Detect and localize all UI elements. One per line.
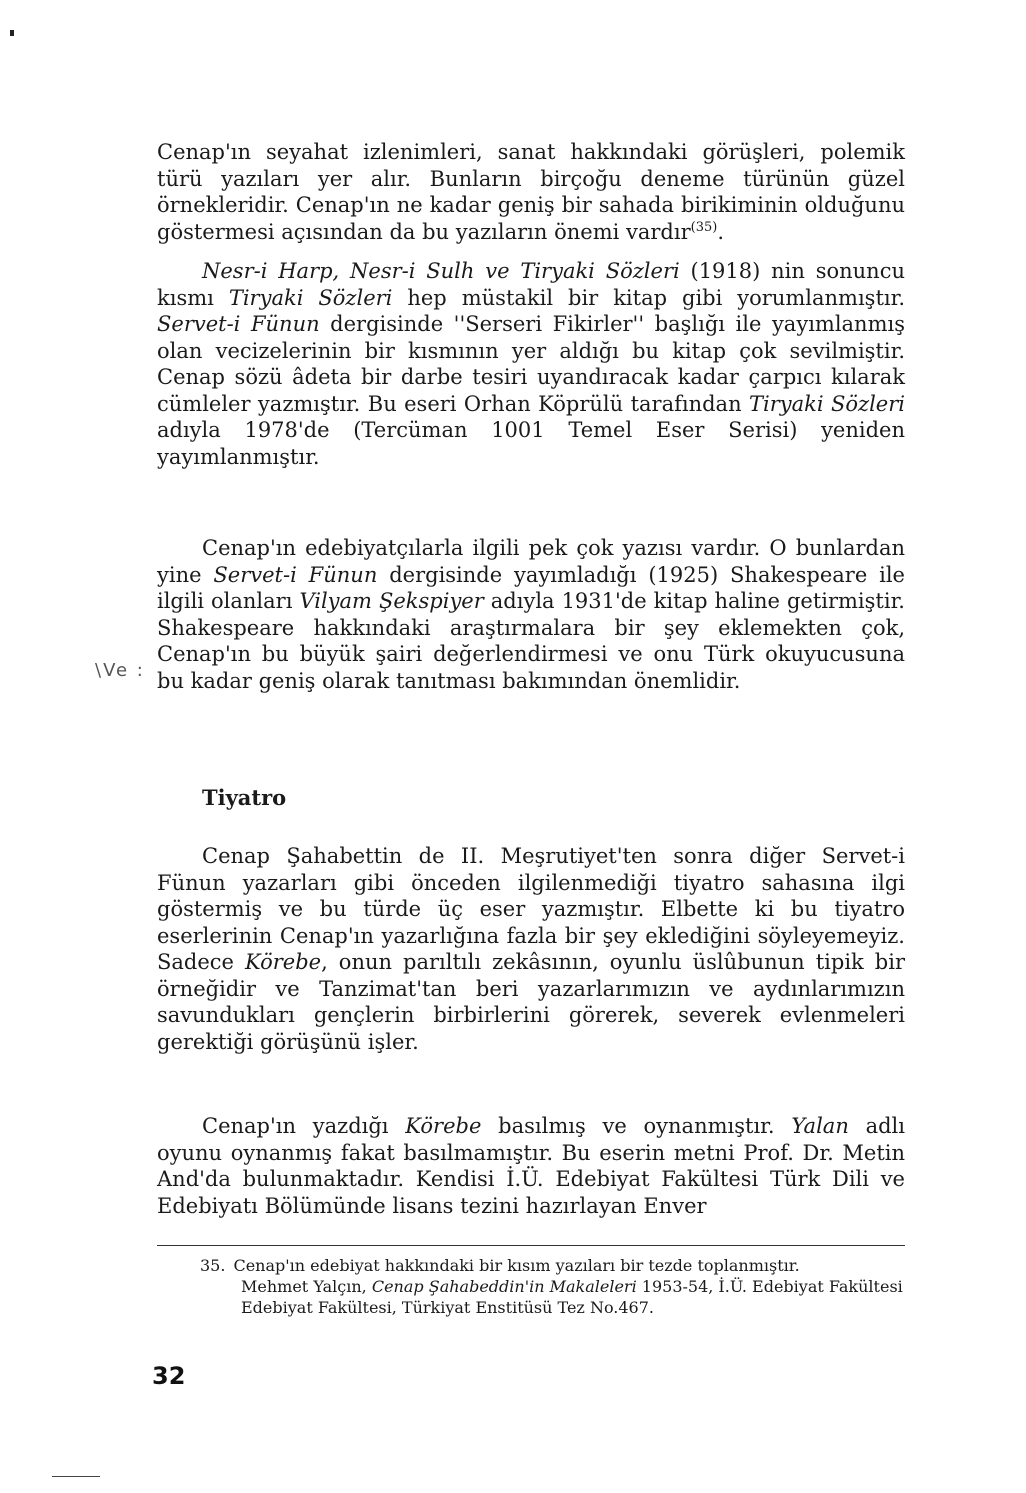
paragraph-text — [157, 139, 905, 245]
text-segment: (1918) nin sonuncu kısmı — [157, 259, 905, 310]
section-heading: Tiyatro — [202, 785, 287, 810]
paragraph-tiryaki-sozleri — [157, 258, 905, 470]
text-segment: Cenap'ın yazdığı — [202, 1114, 406, 1138]
footnote-35 — [200, 1255, 912, 1318]
text-segment: adlı oyunu oynanmış fakat basılmamıştır. Bu eserin metni Prof. Dr. Metin And'da bulunmaktadır. Kendisi İ.Ü. Edebiyat Fakültesi Türk Dili ve Edebiyatı Bölümünde lisans tezini hazırlayan Enver — [157, 1114, 905, 1218]
journal-title: Servet-i Fünun — [213, 562, 378, 587]
paragraph-text-1: Cenap'ın seyahat izlenimleri, sanat hakkındaki görüşleri, polemik türü yazıları yer alır. Bunların birçoğu deneme türünün güzel örnekleridir. Cenap'ın ne kadar geniş bir sahada birikiminin olduğunu göstermesi açısından da bu yazıların önemi vardır — [157, 140, 905, 244]
paragraph-korebe — [157, 1113, 905, 1219]
journal-title: Servet-i Fünun — [157, 312, 320, 336]
paragraph-text — [157, 535, 905, 694]
paragraph-end: . — [717, 219, 724, 244]
paragraph-text — [157, 258, 905, 470]
bottom-mark — [52, 1476, 100, 1477]
margin-handwriting: \Ve : — [95, 660, 145, 681]
book-title: Tiryaki Sözleri — [228, 285, 393, 310]
footnote-text: Cenap'ın edebiyat hakkındaki bir kısım yazıları bir tezde toplanmıştır. — [233, 1256, 800, 1275]
book-title: Tiryaki Sözleri — [749, 391, 905, 416]
text-segment: basılmış ve oynanmıştır. — [481, 1114, 792, 1138]
paragraph-travel-impressions — [157, 139, 905, 245]
play-title: Yalan — [791, 1114, 849, 1138]
page-number: 32 — [152, 1362, 186, 1390]
text-segment: Cenap'ın edebiyatçılarla ilgili pek çok yazısı vardır. O bunlardan yine — [157, 536, 905, 587]
corner-mark — [10, 30, 14, 36]
footnote-divider — [157, 1245, 905, 1246]
footnote-number: 35. — [200, 1256, 226, 1275]
text-segment: adıyla 1978'de (Tercüman 1001 Temel Eser Serisi) yeniden yayımlanmıştır. — [157, 418, 905, 469]
paragraph-text — [157, 1113, 905, 1219]
paragraph-theatre — [157, 843, 905, 1055]
text-segment: dergisinde ''Serseri Fikirler'' başlığı ile yayımlanmış olan vecizelerinin bir kısmının yer aldığı bu kitap çok sevilmiştir. Cenap sözü âdeta bir darbe tesiri uyandıracak kadar çarpıcı kılarak cümleler yazmıştır. Bu eseri Orhan Köprülü tarafından — [157, 312, 905, 416]
play-title: Körebe — [245, 950, 322, 974]
paragraph-text — [157, 843, 905, 1055]
footnote-reference[interactable]: (35) — [690, 219, 718, 235]
play-title: Körebe — [405, 1114, 482, 1138]
book-title: Vilyam Şekspiyer — [299, 589, 484, 613]
text-segment: adıyla 1931'de kitap haline getirmiştir. Shakespeare hakkındaki araştırmalara bir şey eklemekten çok, Cenap'ın bu büyük şairi değerlendirmesi ve onu Türk okuyucusuna bu kadar geniş olarak tanıtması bakımından önemlidir. — [157, 589, 905, 693]
book-title: Nesr-i Harp, Nesr-i Sulh ve Tiryaki Sözleri — [202, 259, 680, 283]
footnote-continuation — [200, 1276, 912, 1318]
footnote-author: Mehmet Yalçın, — [241, 1277, 372, 1296]
text-segment: hep müstakil bir kitap gibi yorumlanmıştır. — [392, 285, 905, 310]
paragraph-shakespeare — [157, 535, 905, 694]
footnote-work-title: Cenap Şahabeddin'in Makaleleri — [371, 1277, 637, 1296]
text-segment: , onun parıltılı zekâsının, oyunlu üslûbunun tipik bir örneğidir ve Tanzimat'tan beri yazarlarımızın ve aydınlarımızın savundukları gençlerin birbirlerini görerek, severek evlenmeleri gerektiği görüşünü işler. — [157, 950, 905, 1054]
footnote-details: 1953-54, İ.Ü. Edebiyat Fakültesi Edebiyat Fakültesi, Türkiyat Enstitüsü Tez No.467. — [241, 1277, 903, 1317]
text-segment: dergisinde yayımladığı (1925) Shakespeare ile ilgili olanları — [157, 562, 905, 613]
text-segment: Cenap Şahabettin de II. Meşrutiyet'ten sonra diğer Servet-i Fünun yazarları gibi önceden ilgilenmediği tiyatro sahasına ilgi göstermiş ve bu türde üç eser yazmıştır. Elbette ki bu tiyatro eserlerinin Cenap'ın yazarlığına fazla bir şey eklediğini söyleyemeyiz. Sadece — [157, 844, 905, 974]
